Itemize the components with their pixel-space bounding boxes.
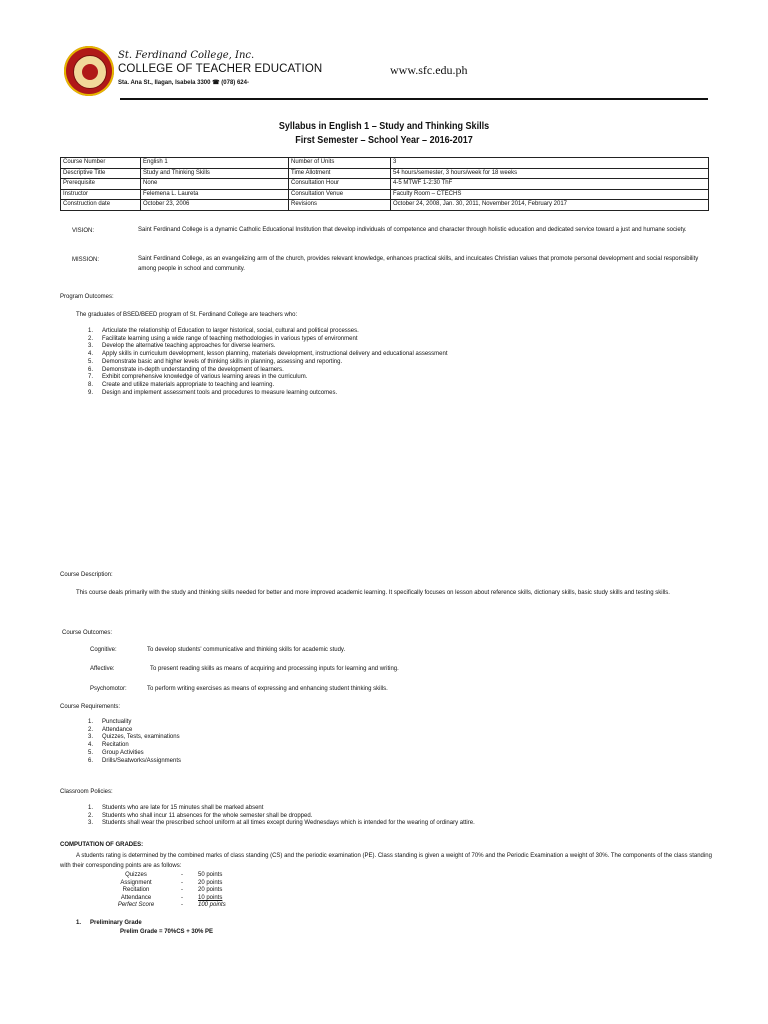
list-item-text: Group Activities — [102, 749, 144, 756]
program-outcomes-heading: Program Outcomes: — [60, 294, 114, 300]
component-name: Perfect Score — [117, 902, 155, 909]
semester-title: First Semester – School Year – 2016-2017 — [295, 134, 473, 146]
list-item-text: Facilitate learning using a wide range of teaching methodologies in various types of environment — [102, 335, 358, 342]
grades-heading: COMPUTATION OF GRADES: — [60, 842, 144, 848]
component-points: 50 points — [198, 872, 223, 878]
table-row — [61, 179, 709, 190]
component-dash: - — [181, 887, 183, 894]
table-cell: Felemena L. Laureta — [141, 189, 289, 200]
outcome-label: Cognitive: — [90, 647, 117, 653]
list-number: 6. — [88, 757, 94, 764]
prelim-formula: Prelim Grade = 70%CS + 30% PE — [120, 929, 214, 935]
college-seal-logo — [64, 46, 114, 96]
college-name: COLLEGE OF TEACHER EDUCATION — [118, 63, 323, 75]
course-info-table — [60, 157, 709, 211]
table-cell: Number of Units — [289, 158, 391, 169]
list-item-text: Design and implement assessment tools and procedures to measure learning outcomes. — [102, 389, 338, 396]
list-item — [88, 820, 688, 828]
list-item-text: Develop the alternative teaching approaches for diverse learners. — [102, 343, 276, 350]
table-cell: October 24, 2008, Jan. 30, 2011, November 2014, February 2017 — [391, 200, 709, 211]
course-outcomes-heading: Course Outcomes: — [62, 630, 113, 636]
component-row — [106, 895, 258, 903]
list-number: 9. — [88, 389, 94, 396]
grades-text: A students rating is determined by the combined marks of class standing (CS) and the periodic examination (PE). Class standing is given a weight of 70% and the Periodic Examination a weight of 30%. The components of the class standing with their corresponding points are as follows: — [60, 853, 712, 869]
list-item — [88, 374, 688, 382]
list-number: 7. — [88, 374, 94, 381]
list-number: 2. — [88, 726, 94, 733]
list-number: 4. — [88, 351, 94, 358]
list-item — [88, 805, 688, 813]
program-outcomes-intro: The graduates of BSED/BEED program of St. Ferdinand College are teachers who: — [76, 312, 298, 318]
component-points: 100 points — [198, 902, 226, 909]
course-requirements-heading: Course Requirements: — [60, 704, 121, 710]
list-item — [88, 813, 688, 821]
component-dash: - — [181, 879, 183, 886]
table-cell: Descriptive Title — [61, 168, 141, 179]
course-requirements-list — [88, 719, 388, 765]
table-cell: Consultation Hour — [289, 179, 391, 190]
list-item-text: Apply skills in curriculum development, lesson planning, materials development, instructional delivery and educational assessment — [102, 351, 448, 358]
list-item — [88, 390, 688, 398]
syllabus-title: Syllabus in English 1 – Study and Thinking Skills — [278, 120, 490, 132]
list-item — [88, 742, 388, 750]
list-number: 5. — [88, 358, 94, 365]
list-number: 3. — [88, 734, 94, 741]
classroom-policies-heading: Classroom Policies: — [60, 789, 113, 795]
list-item-text: Punctuality — [102, 719, 132, 725]
table-cell: Study and Thinking Skills — [141, 168, 289, 179]
header-divider — [120, 98, 708, 100]
table-row — [61, 200, 709, 211]
list-item — [88, 719, 388, 727]
vision-label: VISION: — [72, 228, 95, 234]
component-name: Attendance — [120, 894, 152, 901]
table-cell: 4-5 MTWF 1-2:30 ThF — [391, 179, 709, 190]
list-item — [88, 750, 388, 758]
list-item-text: Create and utilize materials appropriate to teaching and learning. — [102, 381, 275, 388]
component-row — [106, 880, 258, 888]
list-item — [88, 734, 388, 742]
list-number: 3. — [88, 820, 94, 827]
component-row — [106, 887, 258, 895]
list-item — [88, 382, 688, 390]
list-item — [88, 351, 688, 359]
component-points: 10 points — [198, 894, 223, 901]
classroom-policies-list — [88, 805, 688, 828]
table-cell: Prerequisite — [61, 179, 141, 190]
list-item — [88, 758, 388, 766]
table-cell: 54 hours/semester, 3 hours/week for 18 weeks — [391, 168, 709, 179]
list-number: 2. — [88, 812, 94, 819]
outcome-label: Affective: — [90, 666, 115, 672]
list-number: 6. — [88, 366, 94, 373]
course-description-heading: Course Description: — [60, 572, 113, 578]
list-number: 1. — [88, 328, 94, 334]
component-row — [106, 872, 258, 880]
vision-text: Saint Ferdinand College is a dynamic Catholic Educational Institution that develop individuals of competence and character through holistic education and dedicated service toward a just and humane society. — [138, 227, 687, 233]
outcome-text: To develop students' communicative and thinking skills for academic study. — [147, 647, 346, 653]
component-name: Recitation — [122, 887, 150, 894]
list-item-text: Students who shall incur 11 absences for the whole semester shall be dropped. — [102, 812, 313, 819]
class-standing-components — [106, 872, 258, 910]
list-number: 3. — [88, 343, 94, 350]
list-item — [88, 359, 688, 367]
list-number: 4. — [88, 742, 94, 749]
component-dash: - — [181, 872, 183, 878]
list-item — [88, 367, 688, 375]
component-row — [106, 902, 258, 910]
mission-text: Saint Ferdinand College, as an evangelizing arm of the church, provides relevant knowledge, enhances practical skills, and inculcates Christian values that promote personal development and social responsibility among people in school and community. — [138, 256, 699, 272]
table-row — [61, 158, 709, 169]
list-item — [88, 343, 688, 351]
table-cell: Consultation Venue — [289, 189, 391, 200]
list-number: 5. — [88, 749, 94, 756]
list-item — [88, 328, 688, 336]
prelim-label: Preliminary Grade — [90, 920, 142, 926]
outcome-label: Psychomotor: — [90, 686, 127, 692]
table-row — [61, 168, 709, 179]
table-cell: Time Allotment — [289, 168, 391, 179]
list-item-text: Quizzes, Tests, examinations — [102, 734, 180, 741]
list-item-text: Demonstrate in-depth understanding of the development of learners. — [102, 366, 284, 373]
list-item-text: Recitation — [102, 742, 129, 749]
list-item-text: Students shall wear the prescribed school uniform at all times except during Wednesdays which is intended for the wearing of ordinary attire. — [102, 820, 475, 827]
website-link[interactable]: www.sfc.edu.ph — [390, 63, 468, 77]
list-item — [88, 336, 688, 344]
outcome-text: To present reading skills as means of acquiring and processing inputs for learning and writing. — [150, 666, 399, 672]
list-item-text: Articulate the relationship of Education to larger historical, social, cultural and political processes. — [102, 328, 359, 334]
component-dash: - — [181, 902, 183, 909]
component-points: 20 points — [198, 879, 223, 886]
list-item-text: Drills/Seatworks/Assignments — [102, 757, 182, 764]
component-points: 20 points — [198, 887, 223, 894]
component-name: Quizzes — [125, 872, 147, 878]
table-cell: English 1 — [141, 158, 289, 169]
list-item-text: Exhibit comprehensive knowledge of various learning areas in the curriculum. — [102, 374, 308, 381]
component-dash: - — [181, 894, 183, 901]
college-address: Sta. Ana St., Ilagan, Isabela 3300 ☎ (078) 624- — [118, 80, 249, 86]
list-number: 8. — [88, 381, 94, 388]
table-cell: None — [141, 179, 289, 190]
list-item-text: Demonstrate basic and higher levels of thinking skills in planning, assessing and reporting. — [102, 358, 343, 365]
list-item-text: Students who are late for 15 minutes shall be marked absent — [102, 805, 264, 811]
component-name: Assignment — [120, 879, 152, 886]
mission-label: MISSION: — [72, 257, 100, 263]
table-row — [61, 189, 709, 200]
table-cell: 3 — [391, 158, 709, 169]
list-number: 2. — [88, 335, 94, 342]
table-cell: Instructor — [61, 189, 141, 200]
course-description-text: This course deals primarily with the study and thinking skills needed for better and more improved academic learning. It specifically focuses on lesson about reference skills, dictionary skills, basic study skills and testing skills. — [76, 590, 670, 596]
prelim-number: 1. — [76, 920, 82, 926]
list-item — [88, 727, 388, 735]
list-number: 1. — [88, 719, 94, 725]
table-cell: Construction date — [61, 200, 141, 211]
outcome-text: To perform writing exercises as means of expressing and enhancing student thinking skills. — [147, 686, 388, 692]
table-cell: Course Number — [61, 158, 141, 169]
program-outcomes-list — [88, 328, 688, 397]
institution-name: St. Ferdinand College, Inc. — [118, 50, 255, 61]
table-cell: October 23, 2006 — [141, 200, 289, 211]
table-cell: Faculty Room – CTECHS — [391, 189, 709, 200]
list-number: 1. — [88, 805, 94, 811]
list-item-text: Attendance — [102, 726, 133, 733]
table-cell: Revisions — [289, 200, 391, 211]
